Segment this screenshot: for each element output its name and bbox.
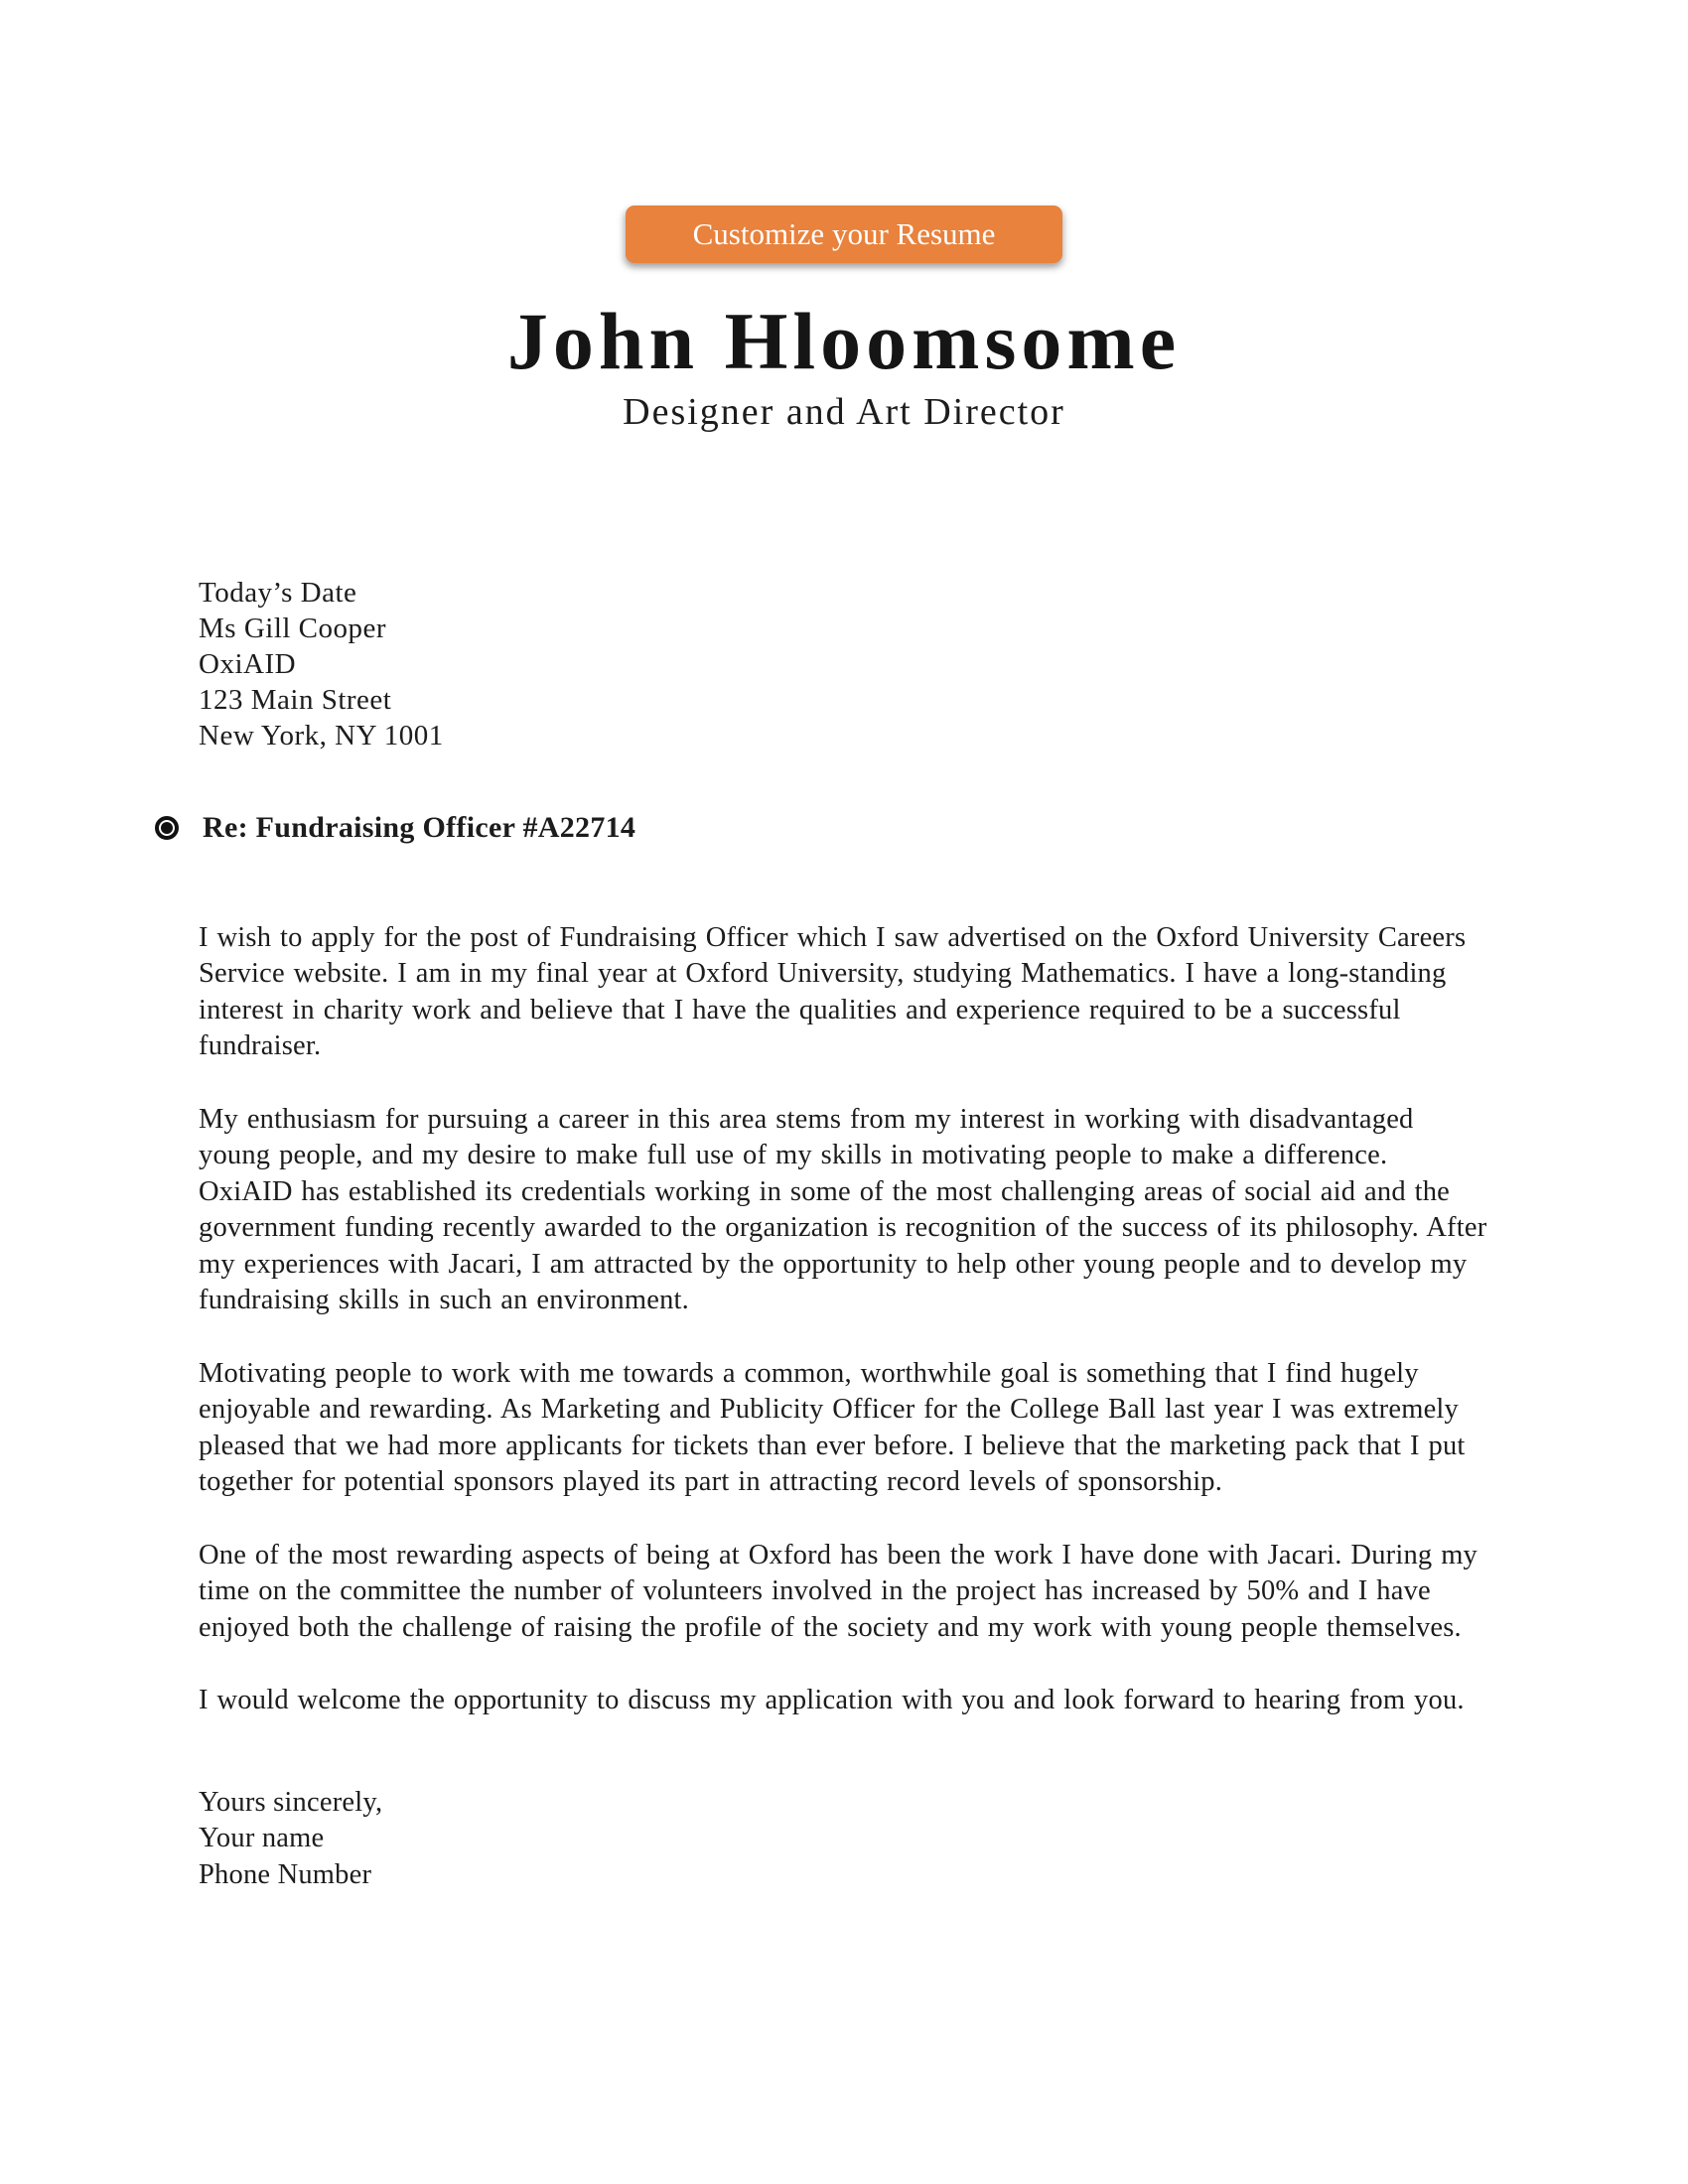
recipient-date-line: Today’s Date — [199, 576, 357, 609]
subject-line — [155, 811, 1489, 845]
closing-phone: Phone Number — [199, 1858, 372, 1890]
customize-resume-button[interactable]: Customize your Resume — [626, 205, 1062, 263]
recipient-company-line: OxiAID — [199, 647, 297, 680]
job-title: Designer and Art Director — [623, 391, 1065, 434]
closing-salutation: Yours sincerely, — [199, 1786, 383, 1818]
paragraph-jacari: One of the most rewarding aspects of being at Oxford has been the work I have done with Jacari. During my time on the committee the number of volunteers involved in the project has increased by 50% and I have enjoyed both the challenge of raising the profile of the society and my work with young people themselves. — [199, 1539, 1478, 1643]
subject-text: Re: Fundraising Officer #A22714 — [203, 810, 636, 844]
paragraph-motivating: Motivating people to work with me towards a common, worthwhile goal is something that I find hugely enjoyable and rewarding. As Marketing and Publicity Officer for the College Ball last year I was extremely pleased that we had more applicants for tickets than ever before. I believe that the marketing pack that I put together for potential sponsors played its part in attracting record levels of sponsorship. — [199, 1357, 1466, 1498]
page-title: John Hloomsome — [506, 296, 1182, 386]
recipient-block — [199, 575, 1489, 753]
paragraph-welcome: I would welcome the opportunity to discuss my application with you and look forward to hearing from you. — [199, 1685, 1465, 1716]
closing-name: Your name — [199, 1823, 325, 1854]
target-bullet-icon — [155, 816, 179, 840]
paragraph-enthusiasm: My enthusiasm for pursuing a career in this area stems from my interest in working with disadvantaged young people, and my desire to make full use of my skills in motivating people to make a difference. OxiAID has established its credentials working in some of the most challenging areas of social aid and the government funding recently awarded to the organization is recognition of the success of its philosophy. After my experiences with Jacari, I am attracted by the opportunity to help other young people and to develop my fundraising skills in such an environment. — [199, 1103, 1487, 1316]
paragraph-intro: I wish to apply for the post of Fundraising Officer which I saw advertised on the Oxford University Careers Service website. I am in my final year at Oxford University, studying Mathematics. I have a long-standing interest in charity work and believe that I have the qualities and experience required to be a successful fundraiser. — [199, 921, 1467, 1062]
letter-paragraphs — [199, 920, 1489, 1719]
recipient-street-line: 123 Main Street — [199, 683, 392, 716]
closing-block — [199, 1785, 1489, 1894]
letter-body — [0, 575, 1688, 1894]
recipient-name-line: Ms Gill Cooper — [199, 612, 387, 644]
recipient-city-line: New York, NY 1001 — [199, 719, 444, 751]
